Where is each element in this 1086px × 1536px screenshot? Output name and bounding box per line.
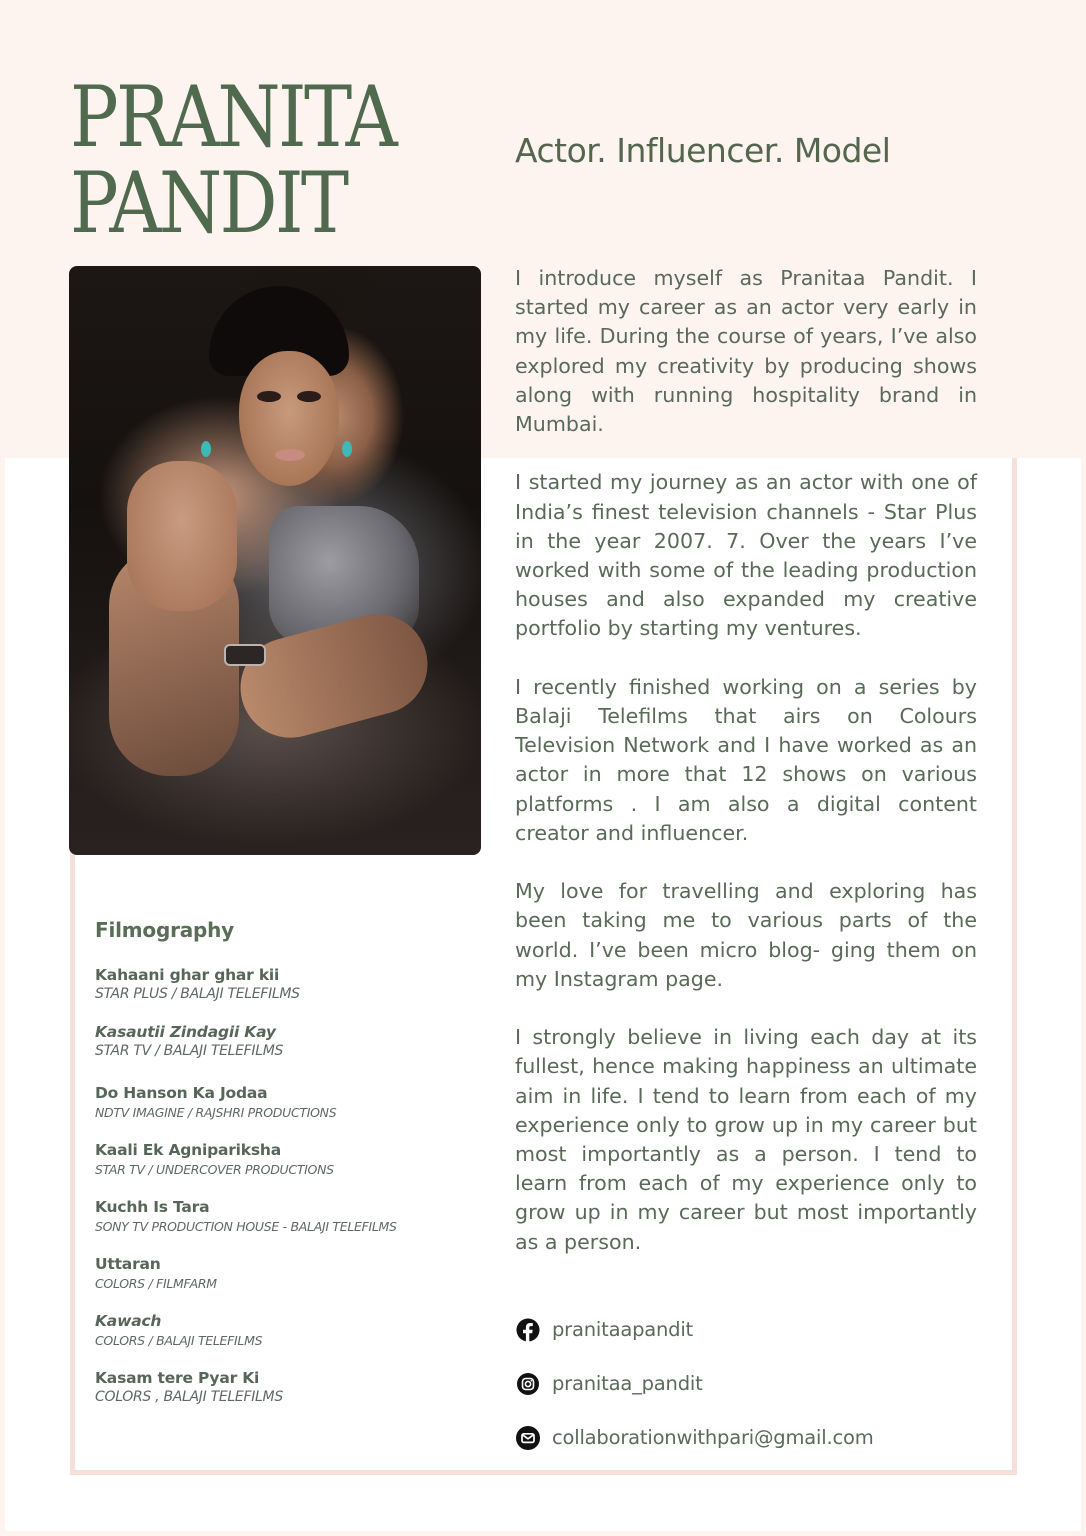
show-network: STAR TV / UNDERCOVER PRODUCTIONS — [95, 1162, 334, 1177]
tagline: Actor. Influencer. Model — [515, 131, 891, 170]
show-title: Kawach — [95, 1312, 162, 1330]
photo-eye-left — [257, 391, 281, 402]
email-link[interactable] — [516, 1424, 874, 1451]
show-network: COLORS / BALAJI TELEFILMS — [95, 1333, 263, 1348]
bio-section — [515, 264, 977, 1286]
bio-paragraph: I recently finished working on a series by Balaji Telefilms that airs on Colours Television Network and I have worked as an actor in more that 12 shows on various platforms . I am also a digital content creator and influencer. — [515, 674, 977, 845]
photo-earring-left — [201, 441, 211, 457]
show-network: SONY TV PRODUCTION HOUSE - BALAJI TELEFILMS — [95, 1219, 397, 1234]
name-line-2: PANDIT — [70, 154, 347, 252]
instagram-handle: pranitaa_pandit — [552, 1372, 703, 1395]
show-network: STAR TV / BALAJI TELEFILMS — [95, 1043, 284, 1059]
photo-earring-right — [342, 441, 352, 457]
email-address: collaborationwithpari@gmail.com — [552, 1426, 874, 1449]
photo-eye-right — [297, 391, 321, 402]
filmography-item — [95, 1368, 475, 1407]
instagram-link[interactable] — [516, 1370, 874, 1397]
show-network: COLORS , BALAJI TELEFILMS — [95, 1389, 283, 1405]
show-network: NDTV IMAGINE / RAJSHRI PRODUCTIONS — [95, 1105, 337, 1120]
bio-paragraph: I introduce myself as Pranitaa Pandit. I started my career as an actor very early in my life. During the course of years, I’ve also explored my creativity by producing shows along with running hospitality brand in Mumbai. — [515, 266, 977, 437]
bio-paragraph: I started my journey as an actor with one of India’s finest television channels - Star Plus in the year 2007. 7. Over the years I’ve worked with some of the leading production houses and also expanded my creative portfolio by starting my ventures. — [515, 470, 977, 641]
show-title: Kaali Ek Agnipariksha — [95, 1141, 282, 1159]
photo-face — [239, 351, 339, 486]
photo-watch — [224, 644, 266, 666]
name-line-1: PRANITA — [70, 68, 396, 166]
show-title: Uttaran — [95, 1255, 161, 1273]
page-title — [70, 68, 396, 252]
show-network: STAR PLUS / BALAJI TELEFILMS — [95, 986, 300, 1002]
filmography-item — [95, 1197, 475, 1236]
photo-hands — [127, 461, 237, 611]
filmography-item — [95, 1022, 475, 1061]
bio-paragraph: My love for travelling and exploring has been taking me to various parts of the world. I’ve been micro blog- ging them on my Instagram page. — [515, 879, 977, 991]
instagram-icon — [516, 1372, 540, 1396]
show-title: Kasam tere Pyar Ki — [95, 1369, 260, 1387]
photo-lips — [275, 449, 305, 461]
filmography-item — [95, 1083, 475, 1122]
facebook-icon — [516, 1318, 540, 1342]
filmography-item — [95, 1140, 475, 1179]
show-title: Kahaani ghar ghar kii — [95, 966, 280, 984]
filmography-item — [95, 965, 475, 1004]
filmography-item — [95, 1254, 475, 1293]
contact-links — [516, 1316, 874, 1478]
filmography-item — [95, 1311, 475, 1350]
facebook-link[interactable] — [516, 1316, 874, 1343]
facebook-handle: pranitaapandit — [552, 1318, 693, 1341]
filmography-heading: Filmography — [95, 918, 235, 942]
bio-paragraph: I strongly believe in living each day at its fullest, hence making happiness an ultimate aim in life. I tend to learn from each of my experience only to grow up in my career but most importantly as a person. I tend to learn from each of my experience only to grow up in my career but most importantly as a person. — [515, 1025, 977, 1254]
email-icon — [516, 1426, 540, 1450]
filmography-section — [95, 918, 475, 1425]
show-title: Do Hanson Ka Jodaa — [95, 1084, 268, 1102]
profile-photo — [69, 266, 481, 855]
show-title: Kuchh Is Tara — [95, 1198, 210, 1216]
show-title: Kasautii Zindagii Kay — [95, 1023, 276, 1041]
show-network: COLORS / FILMFARM — [95, 1276, 217, 1291]
photo-arm-right — [229, 603, 438, 749]
